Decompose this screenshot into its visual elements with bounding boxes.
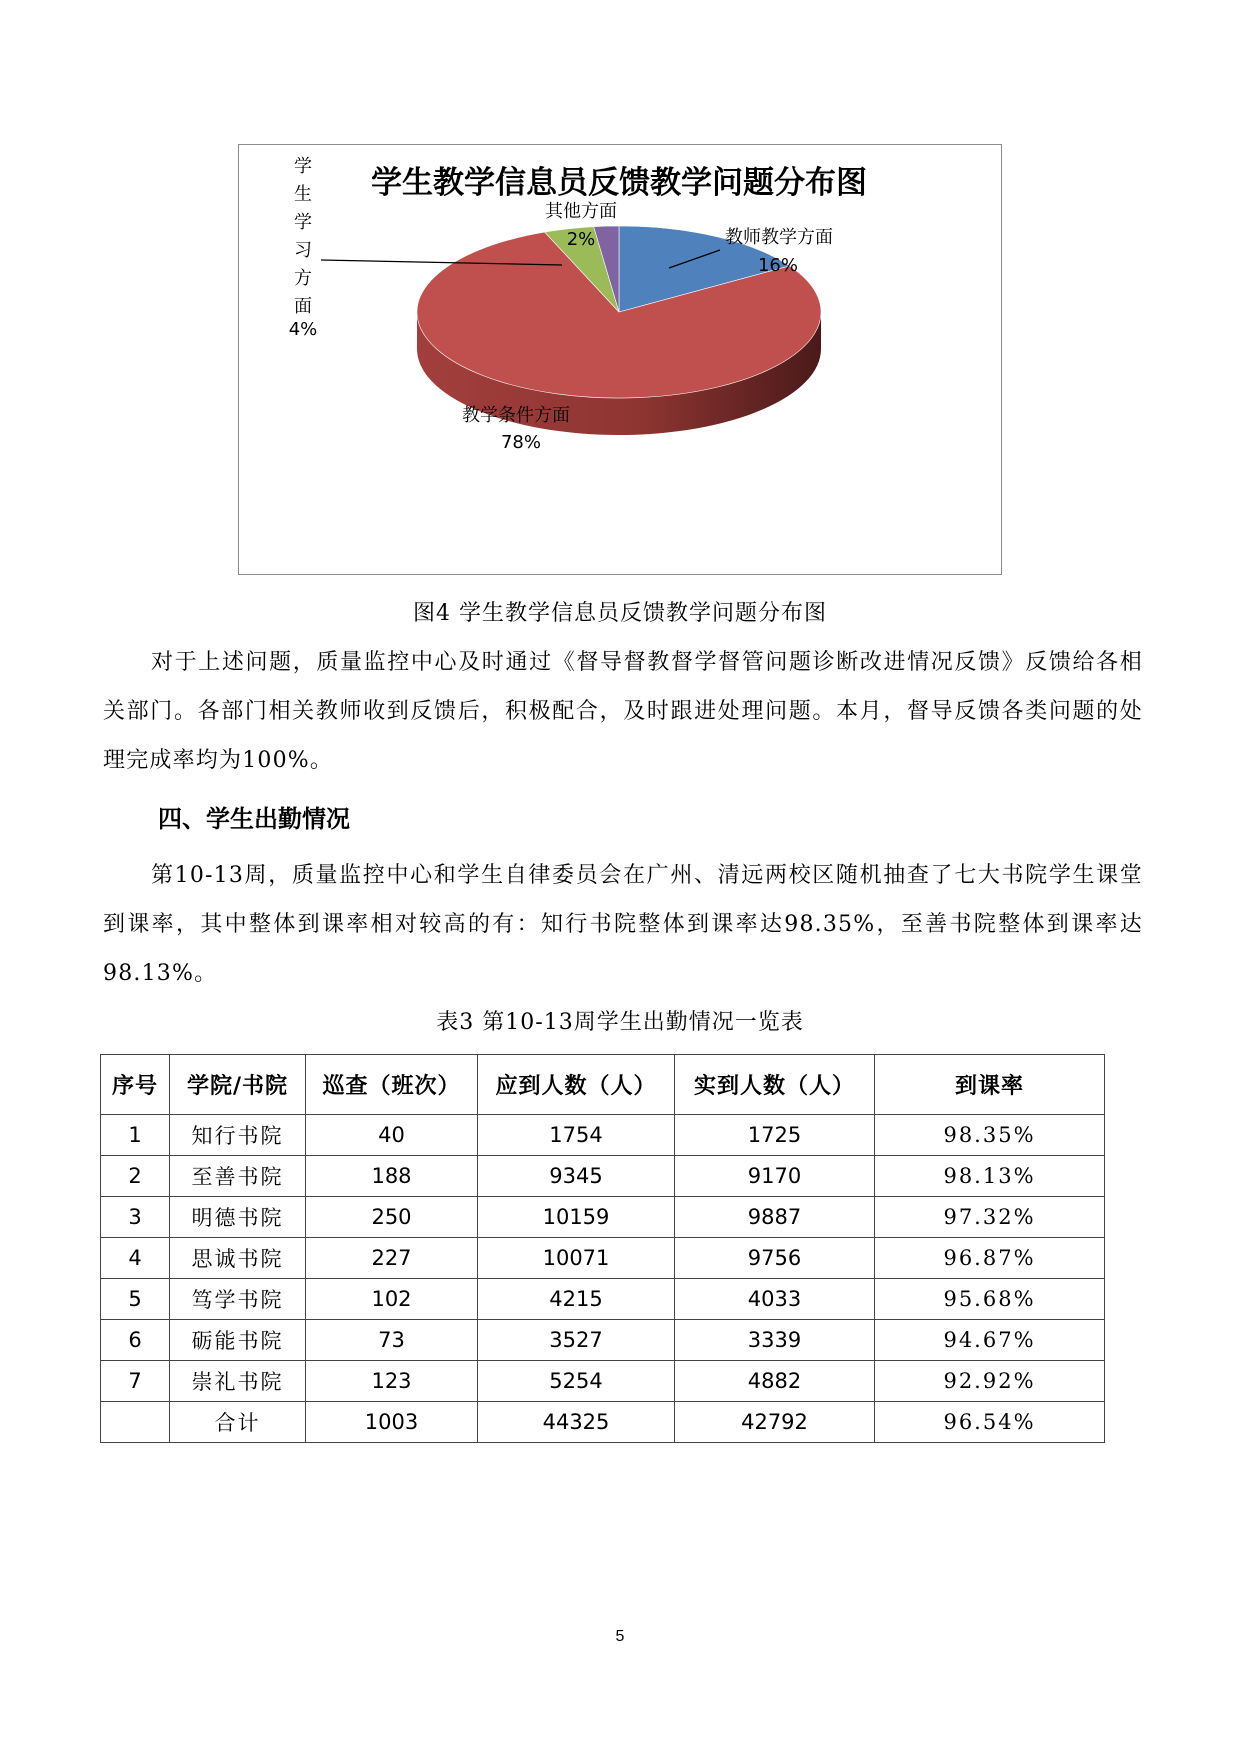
cell-index: 3: [101, 1197, 170, 1238]
cell-index: 1: [101, 1115, 170, 1156]
slice-label-learning-char: 学: [294, 156, 312, 177]
slice-label-other: 其他方面: [545, 201, 617, 222]
pie-chart: [239, 145, 1001, 574]
cell-rate: 96.87%: [875, 1238, 1105, 1279]
slice-label-learning-char: 习: [294, 240, 312, 261]
chart-title: 学生教学信息员反馈教学问题分布图: [371, 165, 867, 201]
slice-label-learning-char: 生: [294, 184, 312, 205]
cell-college: 至善书院: [170, 1156, 306, 1197]
cell-actual: 9756: [675, 1238, 875, 1279]
table-row: [101, 1361, 1105, 1402]
cell-rate: 98.13%: [875, 1156, 1105, 1197]
cell-index: 7: [101, 1361, 170, 1402]
cell-index: 4: [101, 1238, 170, 1279]
cell-rate: 96.54%: [875, 1402, 1105, 1443]
header-index: 序号: [101, 1055, 170, 1115]
header-inspections: 巡查（班次）: [306, 1055, 478, 1115]
cell-college: 知行书院: [170, 1115, 306, 1156]
cell-index: [101, 1402, 170, 1443]
cell-expected: 10159: [478, 1197, 675, 1238]
cell-college: 笃学书院: [170, 1279, 306, 1320]
cell-rate: 98.35%: [875, 1115, 1105, 1156]
cell-inspections: 40: [306, 1115, 478, 1156]
table-row: [101, 1197, 1105, 1238]
table-row: [101, 1156, 1105, 1197]
cell-index: 5: [101, 1279, 170, 1320]
slice-label-learning-char: 面: [294, 296, 312, 317]
cell-inspections: 227: [306, 1238, 478, 1279]
slice-label-learning-char: 学: [294, 212, 312, 233]
slice-value-learning: 4%: [288, 319, 318, 340]
cell-inspections: 123: [306, 1361, 478, 1402]
slice-value-teaching: 16%: [757, 255, 799, 276]
cell-expected: 3527: [478, 1320, 675, 1361]
header-rate: 到课率: [875, 1055, 1105, 1115]
cell-inspections: 1003: [306, 1402, 478, 1443]
page-number: 5: [615, 1628, 625, 1645]
attendance-table: [100, 1054, 1105, 1443]
cell-actual: 9887: [675, 1197, 875, 1238]
cell-inspections: 188: [306, 1156, 478, 1197]
cell-expected: 44325: [478, 1402, 675, 1443]
cell-expected: 9345: [478, 1156, 675, 1197]
cell-expected: 4215: [478, 1279, 675, 1320]
cell-actual: 9170: [675, 1156, 875, 1197]
cell-expected: 1754: [478, 1115, 675, 1156]
section-heading: 四、学生出勤情况: [158, 805, 350, 833]
header-actual: 实到人数（人）: [675, 1055, 875, 1115]
slice-label-conditions: 教学条件方面: [462, 405, 570, 426]
table-caption: 表3 第10-13周学生出勤情况一览表: [436, 1010, 804, 1035]
cell-college: 崇礼书院: [170, 1361, 306, 1402]
cell-college: 思诚书院: [170, 1238, 306, 1279]
cell-rate: 97.32%: [875, 1197, 1105, 1238]
table-row: [101, 1115, 1105, 1156]
header-expected: 应到人数（人）: [478, 1055, 675, 1115]
paragraph-attendance: 第10-13周，质量监控中心和学生自律委员会在广州、清远两校区随机抽查了七大书院学生课堂到课率，其中整体到课率相对较高的有：知行书院整体到课率达98.35%，至善书院整体到课率达98.13%。: [103, 863, 1143, 986]
cell-college: 明德书院: [170, 1197, 306, 1238]
cell-index: 2: [101, 1156, 170, 1197]
pie-chart-figure: [238, 144, 1002, 575]
cell-actual: 4033: [675, 1279, 875, 1320]
cell-rate: 92.92%: [875, 1361, 1105, 1402]
cell-inspections: 102: [306, 1279, 478, 1320]
cell-rate: 95.68%: [875, 1279, 1105, 1320]
table-header-row: [101, 1055, 1105, 1115]
table-row: [101, 1279, 1105, 1320]
cell-index: 6: [101, 1320, 170, 1361]
table-row: [101, 1320, 1105, 1361]
figure-caption: 图4 学生教学信息员反馈教学问题分布图: [413, 601, 827, 626]
cell-total-label: 合计: [170, 1402, 306, 1443]
cell-actual: 1725: [675, 1115, 875, 1156]
cell-actual: 3339: [675, 1320, 875, 1361]
slice-label-learning-char: 方: [294, 268, 312, 289]
table-row: [101, 1238, 1105, 1279]
cell-college: 砺能书院: [170, 1320, 306, 1361]
paragraph-feedback: 对于上述问题，质量监控中心及时通过《督导督教督学督管问题诊断改进情况反馈》反馈给各相关部门。各部门相关教师收到反馈后，积极配合，及时跟进处理问题。本月，督导反馈各类问题的处理完成率均为100%。: [103, 650, 1143, 773]
cell-rate: 94.67%: [875, 1320, 1105, 1361]
header-college: 学院/书院: [170, 1055, 306, 1115]
table-total-row: [101, 1402, 1105, 1443]
slice-value-other: 2%: [566, 229, 596, 250]
cell-expected: 5254: [478, 1361, 675, 1402]
cell-inspections: 250: [306, 1197, 478, 1238]
slice-value-conditions: 78%: [500, 432, 542, 453]
cell-actual: 42792: [675, 1402, 875, 1443]
cell-actual: 4882: [675, 1361, 875, 1402]
slice-label-teaching: 教师教学方面: [725, 227, 833, 248]
cell-inspections: 73: [306, 1320, 478, 1361]
cell-expected: 10071: [478, 1238, 675, 1279]
